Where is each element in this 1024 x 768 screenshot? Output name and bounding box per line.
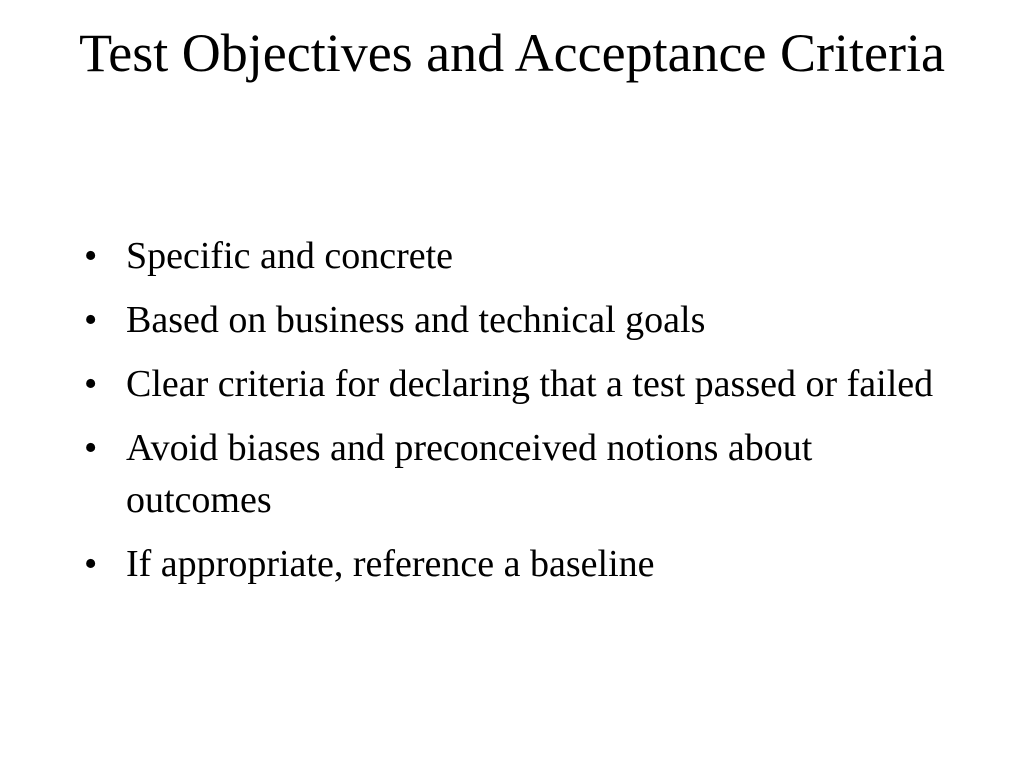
bullet-marker: • — [84, 235, 98, 277]
bullet-text: If appropriate, reference a baseline — [126, 543, 655, 585]
slide-title: Test Objectives and Acceptance Criteria — [79, 23, 945, 83]
bullet-marker: • — [84, 427, 98, 469]
bullet-text: Clear criteria for declaring that a test passed or failed — [126, 363, 934, 405]
bullet-text: Avoid biases and preconceived notions about outcomes — [126, 427, 813, 521]
bullet-item — [84, 538, 954, 590]
bullet-text: Based on business and technical goals — [126, 299, 706, 341]
bullet-marker: • — [84, 543, 98, 585]
bullet-marker: • — [84, 299, 98, 341]
bullet-item — [84, 422, 954, 526]
bullet-item — [84, 230, 954, 282]
bullet-list — [84, 230, 954, 602]
bullet-marker: • — [84, 363, 98, 405]
bullet-text: Specific and concrete — [126, 235, 454, 277]
bullet-item — [84, 358, 954, 410]
bullet-item — [84, 294, 954, 346]
